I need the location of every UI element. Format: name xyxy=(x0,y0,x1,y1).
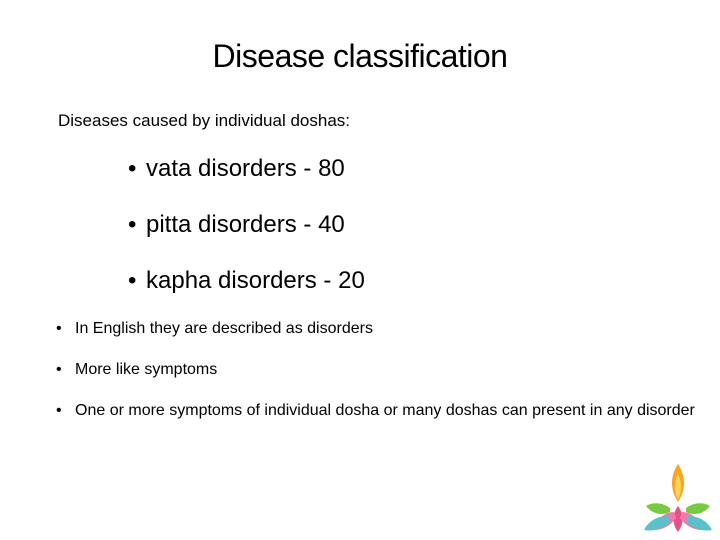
dosha-item xyxy=(128,150,365,206)
dosha-item-text: vata disorders - 80 xyxy=(146,155,345,182)
dosha-item xyxy=(128,262,365,318)
lamp-lotus-logo-icon xyxy=(640,462,716,538)
slide-title: Disease classification xyxy=(212,38,508,74)
note-item xyxy=(56,355,696,385)
note-item xyxy=(56,314,696,344)
bullet-icon: • xyxy=(128,211,137,238)
note-item-text: In English they are described as disorders xyxy=(75,320,373,337)
note-item xyxy=(56,396,696,426)
note-item-text: More like symptoms xyxy=(75,361,218,378)
note-item-text: One or more symptoms of individual dosha or many doshas can present in any disorder xyxy=(75,402,695,419)
bullet-icon: • xyxy=(128,267,137,294)
bullet-icon: • xyxy=(56,361,62,378)
bullet-icon: • xyxy=(56,402,62,419)
dosha-item-text: pitta disorders - 40 xyxy=(146,211,345,238)
bullet-icon: • xyxy=(128,155,137,182)
dosha-item xyxy=(128,206,365,262)
bullet-icon: • xyxy=(56,320,62,337)
dosha-item-text: kapha disorders - 20 xyxy=(146,267,365,294)
intro-text: Diseases caused by individual doshas: xyxy=(58,111,351,130)
dosha-list xyxy=(128,150,365,318)
notes-list xyxy=(56,314,696,437)
